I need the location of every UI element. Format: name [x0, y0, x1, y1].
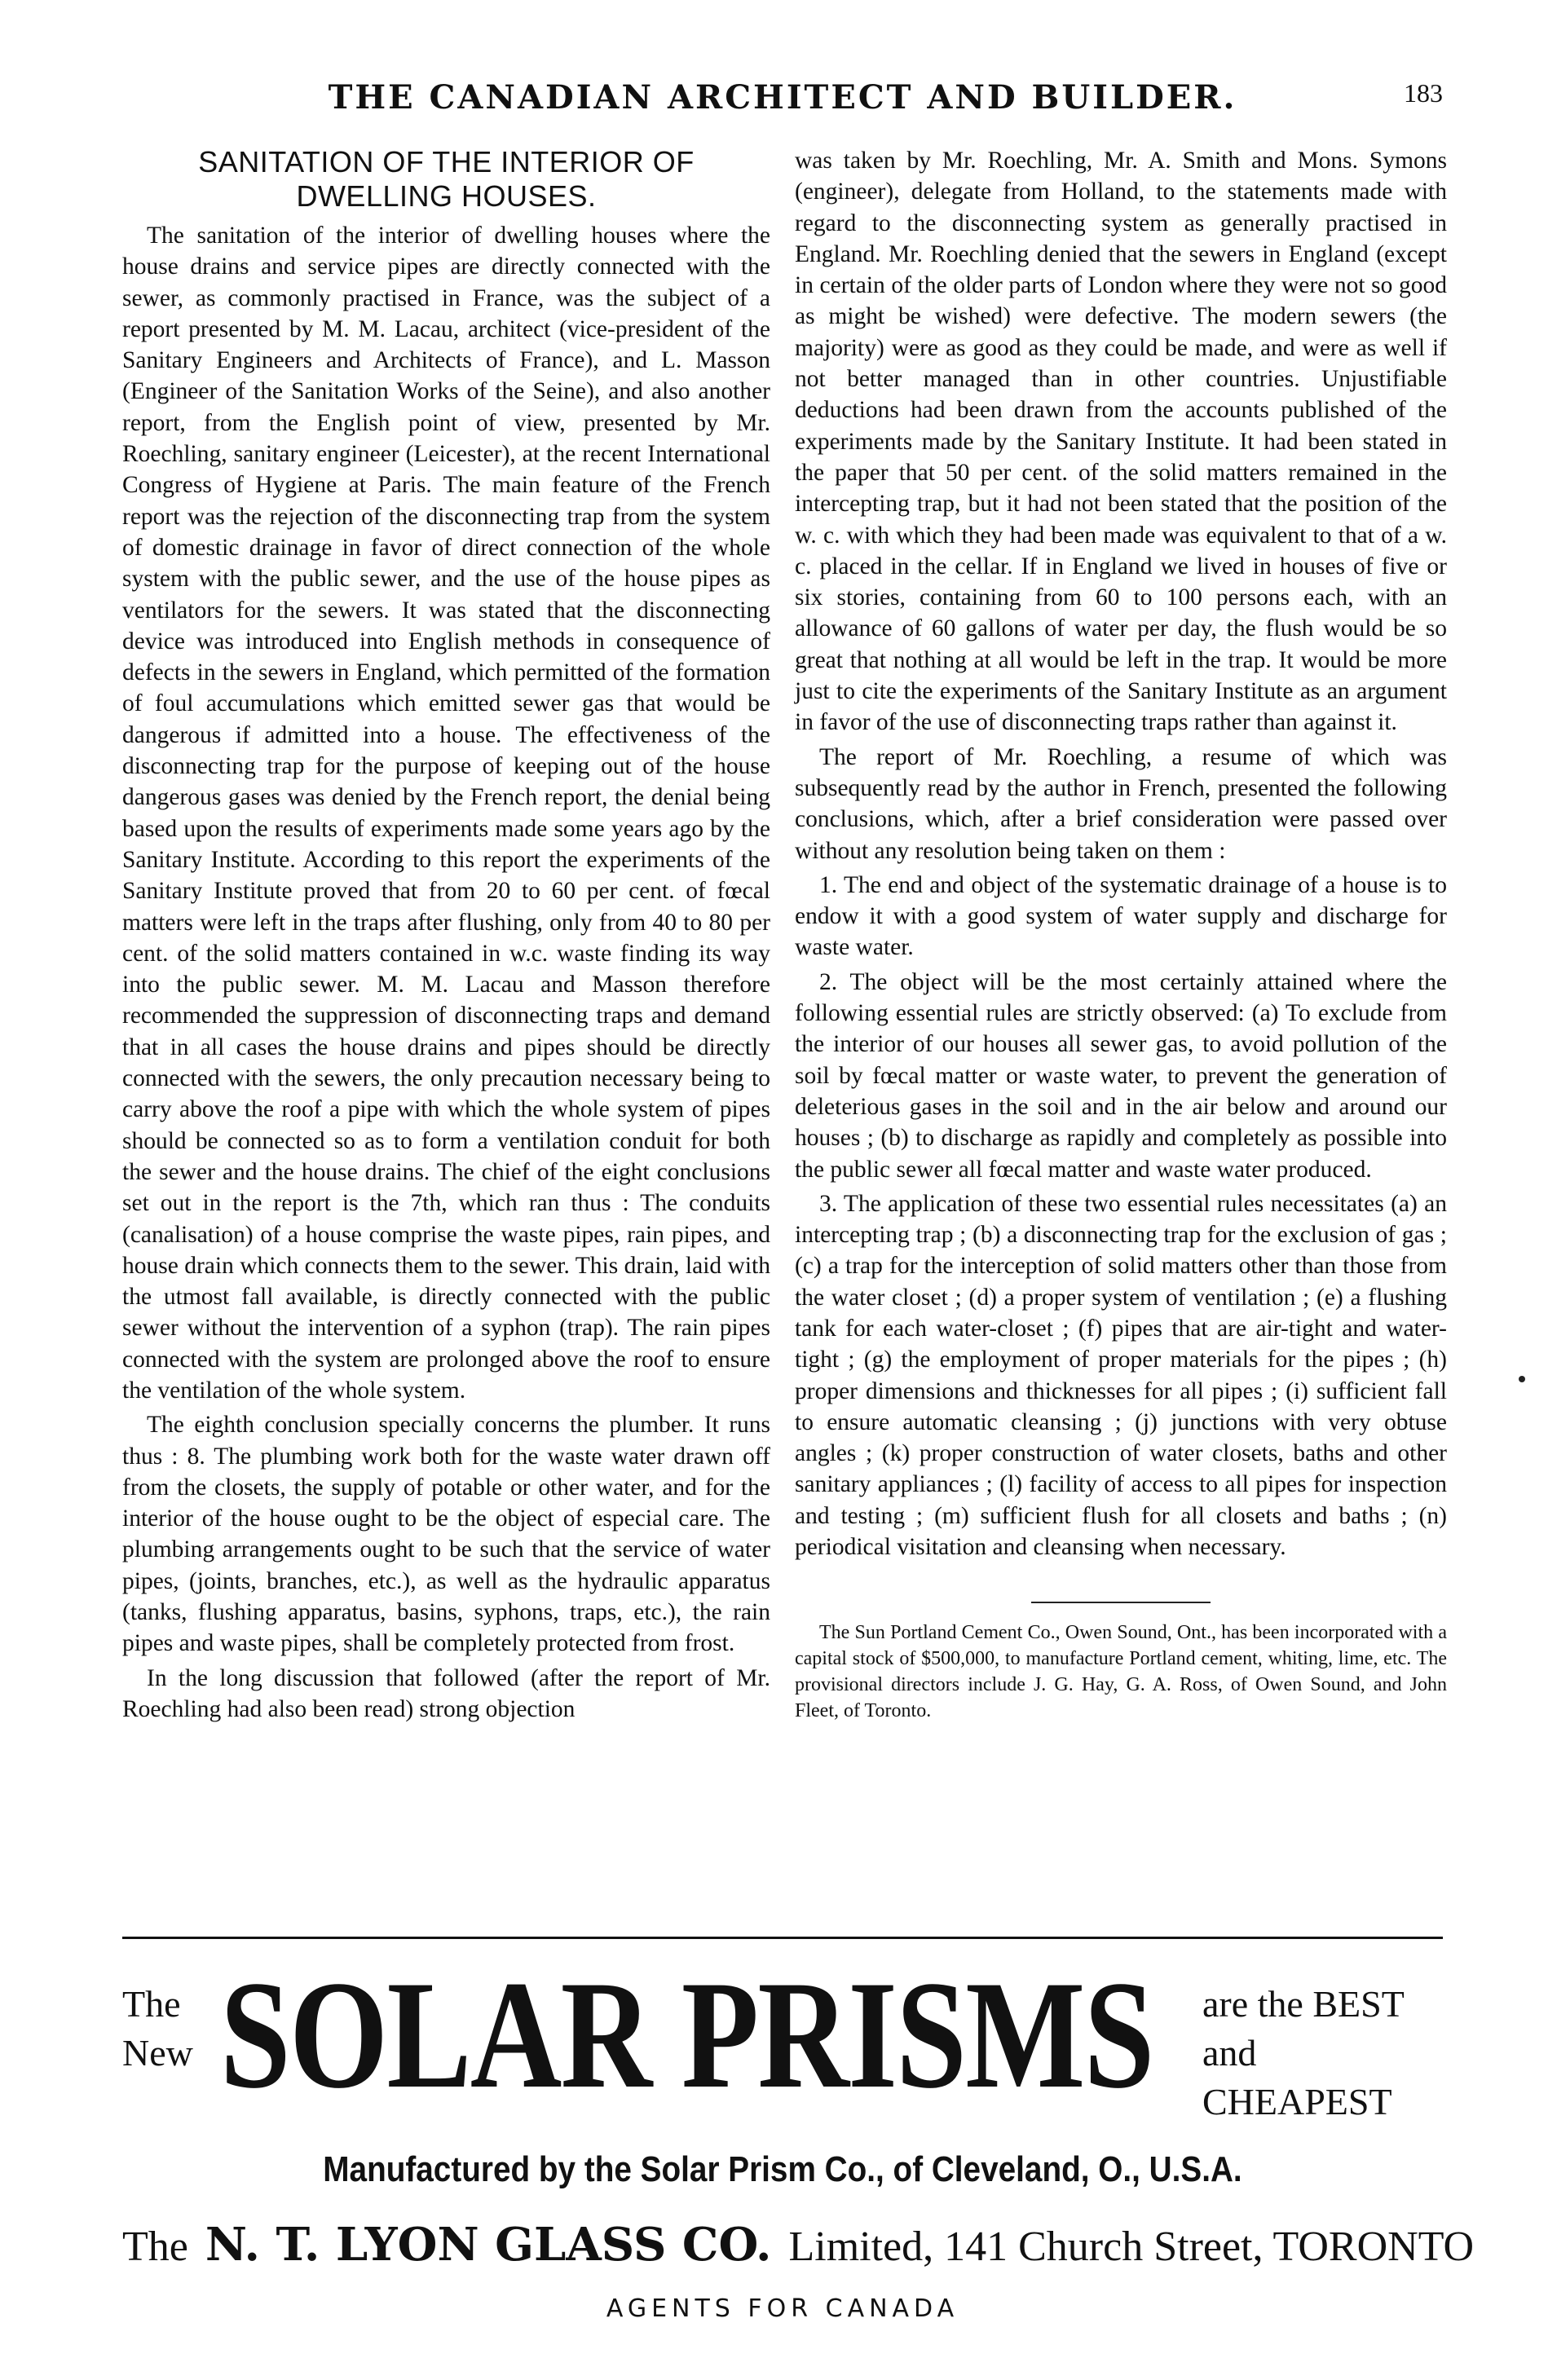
ad-company-name: N. T. LYON GLASS CO. [205, 2218, 772, 2272]
divider [1031, 1602, 1211, 1603]
paragraph: 3. The application of these two essential rules necessitates (a) an intercepting trap ; (b) a disconnecting trap for the exclusion of gas ; (c) a trap for the interception of solid matters other than those from the water closet ; (d) a proper system of ventilation ; (e) a flushing tank for each water-closet ; (f) pipes that are air-tight and water-tight ; (g) the employment of proper materials for the pipes ; (h) proper dimensions and thicknesses for all pipes ; (i) sufficient fall to ensure automatic cleansing ; (j) junctions with very obtuse angles ; (k) proper construction of water closets, baths and other sanitary appliances ; (l) facility of access to all pipes for inspection and testing ; (m) sufficient flush for all closets and baths ; (n) periodical visitation and cleansing when necessary. [795, 1190, 1447, 1561]
ad-agent-line [122, 2218, 1475, 2272]
stray-mark [1519, 1376, 1525, 1382]
paragraph: 2. The object will be the most certainly attained where the following essential rules are strictly observed: (a) To exclude from the interior of our houses all sewer gas, to avoid pollution of the soil by fœcal matter or waste water, to prevent the generation of deleterious gases in the soil and in the air below and around our houses ; (b) to discharge as rapidly and completely as possible into the public sewer all fœcal matter and waste water produced. [795, 968, 1447, 1183]
ad-right-text [1202, 1980, 1443, 2127]
paragraph: In the long discussion that followed (after the report of Mr. Roechling had also been read) strong objection [122, 1664, 770, 1722]
company-notice [795, 1602, 1447, 1724]
ad-left-text [122, 1980, 193, 2078]
ad-headline: SOLAR PRISMS [220, 1950, 1153, 2121]
paragraph: The report of Mr. Roechling, a resume of which was subsequently read by the author in French, presented the following conclusions, which, after a brief consideration were passed over without any resolution being taken on them : [795, 743, 1447, 864]
ad-right-line: are the BEST [1202, 1983, 1405, 2025]
ad-agents-line: AGENTS FOR CANADA [606, 2294, 959, 2323]
page-number: 183 [1404, 78, 1443, 108]
ad-left-line: New [122, 2032, 193, 2074]
ad-right-line: and CHEAPEST [1202, 2032, 1392, 2122]
paragraph: The eighth conclusion specially concerns the plumber. It runs thus : 8. The plumbing work both for the waste water drawn off from the closets, the supply of potable or other water, and for the interior of the house ought to be the object of especial care. The plumbing arrangements ought to be such that the service of water pipes, (joints, branches, etc.), as well as the hydraulic apparatus (tanks, flushing apparatus, basins, syphons, traps, etc.), the rain pipes and waste pipes, shall be completely protected from frost. [122, 1412, 770, 1657]
left-column [122, 145, 770, 1728]
paragraph: was taken by Mr. Roechling, Mr. A. Smith and Mons. Symons (engineer), delegate from Holland, to the statements made with regard to the disconnecting system as generally practised in England. Mr. Roechling denied that the sewers in England (except in certain of the older parts of London where they were not so good as might be wished) were defective. The modern sewers (the majority) were as good as they could be made, and were as well if not better managed than in other countries. Unjustifiable deductions had been drawn from the accounts published of the experiments made by the Sanitary Institute. It had been stated in the paper that 50 per cent. of the solid matters remained in the intercepting trap, but it had not been stated that the position of the w. c. with which they had been made was equivalent to that of a w. c. placed in the cellar. If in England we lived in houses of five or six stories, containing from 60 to 100 persons each, with an allowance of 60 gallons of water per day, the flush would be so great that nothing at all would be left in the trap. It would be more just to cite the experiments of the Sanitary Institute as an argument in favor of the use of disconnecting traps rather than against it. [795, 148, 1447, 736]
ad-the: The [122, 2224, 188, 2270]
ad-address: Limited, 141 Church Street, TORONTO [788, 2224, 1475, 2270]
paragraph: 1. The end and object of the systematic drainage of a house is to endow it with a good system of water supply and discharge for waste water. [795, 871, 1447, 961]
ad-left-line: The [122, 1983, 181, 2025]
page-header [122, 78, 1443, 127]
ad-manufacturer-line: Manufactured by the Solar Prism Co., of Cleveland, O., U.S.A. [323, 2149, 1242, 2189]
notice-text: The Sun Portland Cement Co., Owen Sound, Ont., has been incorporated with a capital stock of $500,000, to manufacture Portland cement, whiting, lime, etc. The provisional directors include J. G. Hay, G. A. Ross, of Owen Sound, and John Fleet, of Toronto. [795, 1622, 1447, 1722]
paragraph: The sanitation of the interior of dwelling houses where the house drains and service pipes are directly connected with the sewer, as commonly practised in France, was the subject of a report presented by M. M. Lacau, architect (vice-president of the Sanitary Engineers and Architects of France), and L. Masson (Engineer of the Sanitation Works of the Seine), and also another report, from the English point of view, presented by Mr. Roechling, sanitary engineer (Leicester), at the recent International Congress of Hygiene at Paris. The main feature of the French report was the rejection of the disconnecting trap from the system of domestic drainage in favor of direct connection of the whole system with the public sewer, and the use of the house pipes as ventilators for the sewers. It was stated that the disconnecting device was introduced into English methods in consequence of defects in the sewers in England, which permitted of the formation of foul accumulations which emitted sewer gas that would be dangerous if admitted into a house. The effectiveness of the disconnecting trap for the purpose of keeping out of the house dangerous gases was denied by the French report, the denial being based upon the results of experiments made some years ago by the Sanitary Institute. According to this report the experiments of the Sanitary Institute proved that from 20 to 60 per cent. of fœcal matters were left in the traps after flushing, only from 40 to 80 per cent. of the solid matters contained in w.c. waste finding its way into the public sewer. M. M. Lacau and Masson therefore recommended the suppression of disconnecting traps and demand that in all cases the house drains and pipes should be directly connected with the sewers, the only precaution necessary being to carry above the roof a pipe with which the whole system of pipes should be connected so as to form a ventilation conduit for both the sewer and the house drains. The chief of the eight conclusions set out in the report is the 7th, which ran thus : The conduits (canalisation) of a house comprise the waste pipes, rain pipes, and house drain which connects them to the sewer. This drain, laid with the utmost fall available, is directly connected with the public sewer without the intervention of a syphon (trap). The rain pipes connected with the system are prolonged above the roof to ensure the ventilation of the whole system. [122, 223, 770, 1404]
solar-prisms-advertisement [122, 1937, 1475, 2355]
right-column [795, 145, 1447, 1724]
running-head: THE CANADIAN ARCHITECT AND BUILDER. [328, 78, 1237, 117]
article-title: SANITATION OF THE INTERIOR OF DWELLING HOUSES. [198, 145, 695, 213]
